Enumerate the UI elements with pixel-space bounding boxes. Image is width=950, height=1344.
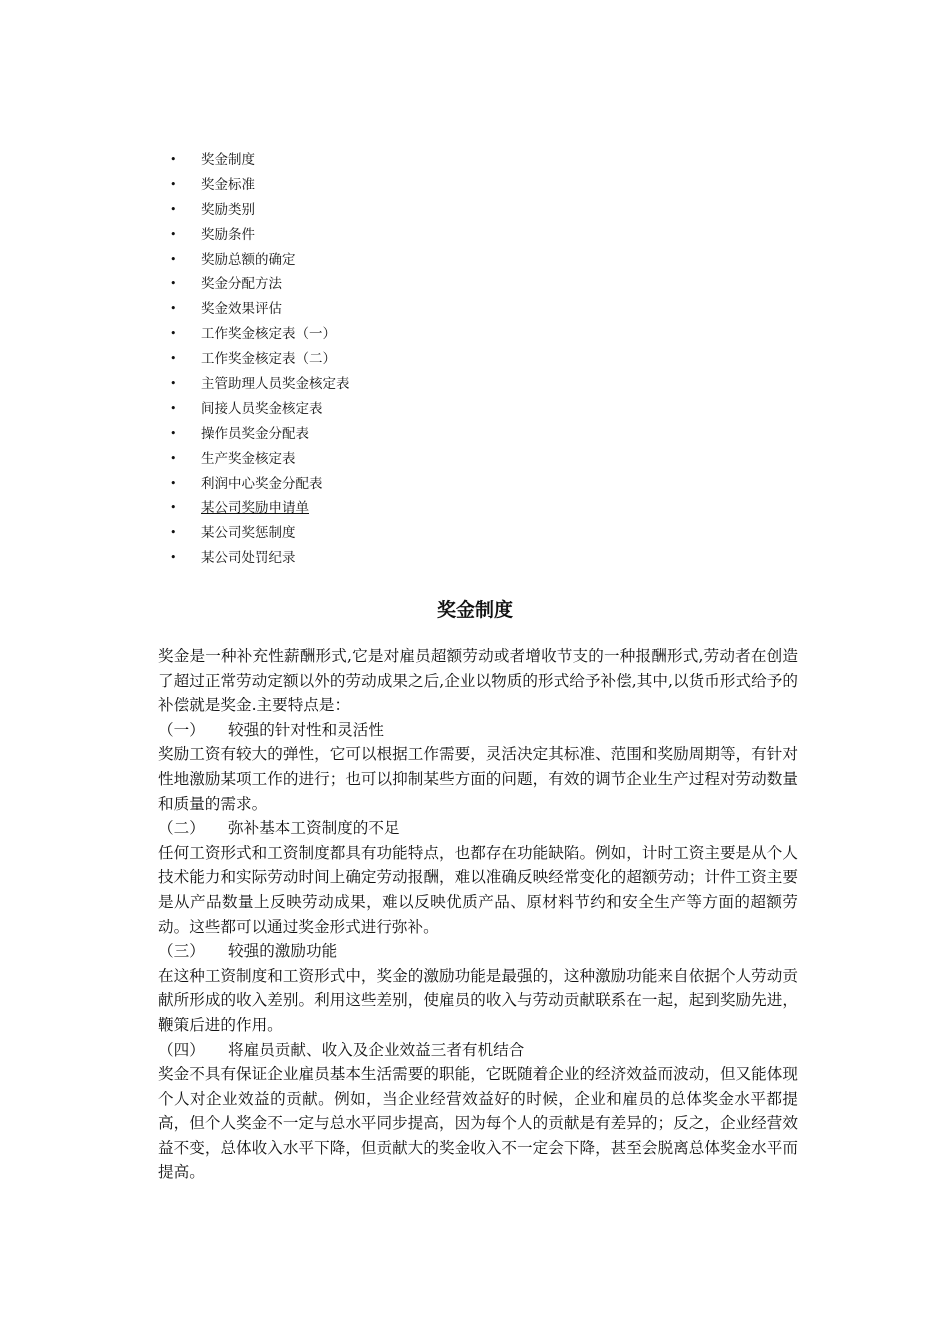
- bullet-icon: •: [170, 426, 177, 440]
- toc-link[interactable]: 奖金分配方法: [201, 276, 282, 293]
- bullet-icon: •: [170, 352, 177, 366]
- toc-link[interactable]: 奖金标准: [201, 176, 255, 193]
- toc-item[interactable]: [170, 496, 350, 521]
- section-heading: [158, 939, 798, 964]
- toc-link[interactable]: 奖金效果评估: [201, 301, 282, 318]
- bullet-icon: •: [170, 551, 177, 565]
- toc-link[interactable]: 生产奖金核定表: [201, 450, 296, 467]
- section-paragraph: 任何工资形式和工资制度都具有功能特点，也都存在功能缺陷。例如，计时工资主要是从个人技术能力和实际劳动时间上确定劳动报酬，难以准确反映经常变化的超额劳动；计件工资主要是从产品数量上反映劳动成果，难以反映优质产品、原材料节约和安全生产等方面的超额劳动。这些都可以通过奖金形式进行弥补。: [158, 843, 798, 936]
- section-paragraph: 在这种工资制度和工资形式中，奖金的激励功能是最强的，这种激励功能来自依据个人劳动贡献所形成的收入差别。利用这些差别，使雇员的收入与劳动贡献联系在一起，起到奖励先进，鞭策后进的作用。: [158, 966, 798, 1034]
- toc-link[interactable]: 主管助理人员奖金核定表: [201, 376, 350, 393]
- toc-item[interactable]: [170, 322, 350, 347]
- toc-item[interactable]: [170, 272, 350, 297]
- toc-item[interactable]: [170, 447, 350, 472]
- toc-link[interactable]: 某公司奖励申请单: [201, 500, 309, 517]
- bullet-icon: •: [170, 252, 177, 266]
- bullet-icon: •: [170, 327, 177, 341]
- intro-paragraph: 奖金是一种补充性薪酬形式,它是对雇员超额劳动或者增收节支的一种报酬形式,劳动者在创造了超过正常劳动定额以外的劳动成果之后,企业以物质的形式给予补偿,其中,以货币形式给予的补偿就是奖金.主要特点是：: [158, 647, 798, 715]
- section-heading-text: 弥补基本工资制度的不足: [228, 819, 400, 838]
- table-of-contents: [170, 148, 350, 571]
- toc-item[interactable]: [170, 347, 350, 372]
- toc-link[interactable]: 奖金制度: [201, 152, 255, 168]
- section-heading-text: 较强的针对性和灵活性: [228, 720, 384, 739]
- section-heading-text: 较强的激励功能: [228, 942, 338, 961]
- toc-item[interactable]: [170, 521, 350, 546]
- bullet-icon: •: [170, 451, 177, 465]
- bullet-icon: •: [170, 501, 177, 515]
- toc-item[interactable]: [170, 198, 350, 223]
- section-number: （四）: [158, 1040, 205, 1059]
- bullet-icon: •: [170, 153, 177, 166]
- bullet-icon: •: [170, 177, 177, 191]
- toc-link[interactable]: 奖励总额的确定: [201, 251, 296, 268]
- section-heading: [158, 1038, 798, 1063]
- bullet-icon: •: [170, 377, 177, 391]
- toc-item[interactable]: [170, 472, 350, 497]
- section-number: （二）: [158, 819, 205, 838]
- section-number: （三）: [158, 942, 205, 961]
- section-heading-text: 将雇员贡献、收入及企业效益三者有机结合: [228, 1040, 525, 1059]
- section-paragraph: 奖金不具有保证企业雇员基本生活需要的职能，它既随着企业的经济效益而波动，但又能体现个人对企业效益的贡献。例如，当企业经营效益好的时候，企业和雇员的总体奖金水平都提高，但个人奖金不一定与总水平同步提高，因为每个人的贡献是有差异的；反之，企业经营效益不变，总体收入水平下降，但贡献大的奖金收入不一定会下降，甚至会脱离总体奖金水平而提高。: [158, 1065, 798, 1182]
- toc-item[interactable]: [170, 148, 350, 173]
- toc-item[interactable]: [170, 173, 350, 198]
- toc-link[interactable]: 奖励条件: [201, 226, 255, 243]
- page-title: 奖金制度: [436, 599, 513, 621]
- toc-link[interactable]: 工作奖金核定表（二）: [201, 351, 336, 368]
- toc-link[interactable]: 操作员奖金分配表: [201, 425, 309, 442]
- toc-item[interactable]: [170, 546, 350, 571]
- toc-link[interactable]: 某公司奖惩制度: [201, 525, 296, 542]
- section-heading: [158, 816, 798, 841]
- article-body: [158, 644, 798, 1185]
- bullet-icon: •: [170, 401, 177, 415]
- bullet-icon: •: [170, 202, 177, 216]
- section-paragraph: 奖励工资有较大的弹性，它可以根据工作需要，灵活决定其标准、范围和奖励周期等，有针对性地激励某项工作的进行；也可以抑制某些方面的问题，有效的调节企业生产过程对劳动数量和质量的需求。: [158, 745, 798, 813]
- toc-link[interactable]: 某公司处罚纪录: [201, 550, 296, 567]
- toc-item[interactable]: [170, 248, 350, 273]
- toc-link[interactable]: 奖励类别: [201, 201, 255, 218]
- toc-item[interactable]: [170, 297, 350, 322]
- toc-link[interactable]: 工作奖金核定表（一）: [201, 326, 336, 343]
- bullet-icon: •: [170, 526, 177, 540]
- toc-item[interactable]: [170, 397, 350, 422]
- bullet-icon: •: [170, 277, 177, 291]
- toc-item[interactable]: [170, 223, 350, 248]
- toc-item[interactable]: [170, 422, 350, 447]
- bullet-icon: •: [170, 302, 177, 316]
- bullet-icon: •: [170, 227, 177, 241]
- bullet-icon: •: [170, 476, 177, 490]
- section-heading: [158, 718, 798, 743]
- toc-item[interactable]: [170, 372, 350, 397]
- toc-link[interactable]: 利润中心奖金分配表: [201, 475, 323, 492]
- toc-link[interactable]: 间接人员奖金核定表: [201, 400, 323, 417]
- section-number: （一）: [158, 720, 205, 739]
